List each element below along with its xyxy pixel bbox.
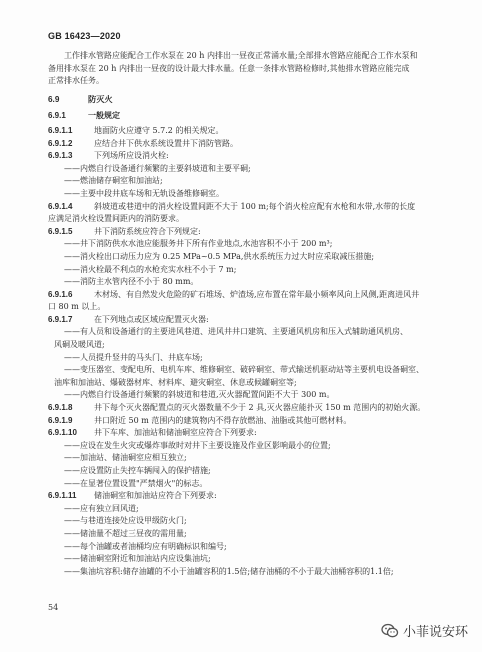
- clause-text: ——内燃自行设备通行频繁的主要斜坡道和主要平硐;: [64, 163, 251, 173]
- clause-text: ——燃油储存硐室和加油站;: [64, 176, 163, 186]
- clause-text: ——变压器室、变配电所、电机车库、维修硐室、破碎硐室、带式输送机驱动站等主要机电设备硐室、: [64, 365, 424, 375]
- clause-6-9-1: [48, 110, 448, 123]
- text-line: [48, 264, 448, 277]
- clause-text: ——在显著位置设置"严禁烟火"的标志。: [64, 478, 208, 488]
- text-line: [48, 389, 448, 402]
- watermark-text: 小菲说安环: [402, 625, 468, 640]
- clause-text: 正常排水任务。: [48, 76, 104, 86]
- clause-6-9-1-4: [48, 201, 448, 214]
- clause-6-9-1-8: [48, 402, 448, 415]
- clause-text: 备用排水泵在 20 h 内排出一昼夜的设计最大排水量。任意一条排水管路检修时,其他排水管路应能完成: [48, 63, 410, 73]
- clause-number: 6.9.1.2: [48, 138, 73, 148]
- text-line: [48, 188, 448, 201]
- clause-text: 井下每个灭火器配置点的灭火器数量不少于 2 具,灭火器应能扑灭 150 m 范围内的初始火源。: [94, 403, 426, 413]
- text-line: [48, 528, 448, 541]
- text-line: [48, 352, 448, 365]
- clause-number: 6.9.1.5: [48, 226, 73, 236]
- clause-number: 6.9.1.6: [48, 289, 73, 299]
- clause-6-9-1-3: [48, 150, 448, 163]
- clause-text: ——消火栓最不利点的水枪充实水柱不小于 7 m;: [64, 264, 237, 274]
- clause-text: ——每个油罐或者油桶均应有明确标识和编号;: [64, 541, 227, 551]
- clause-text: ——应设置防止失控车辆闯入的保护措施;: [64, 466, 211, 475]
- clause-6-9-1-5: [48, 226, 448, 239]
- text-line: [48, 251, 448, 264]
- clause-text: 在下列地点或区域应配置灭火器:: [94, 314, 209, 324]
- clause-text: 应结合井下供水系统设置井下消防管路。: [94, 138, 238, 148]
- clause-text: 口 80 m 以上。: [48, 302, 106, 312]
- text-line: [48, 75, 448, 88]
- text-line: [48, 339, 448, 352]
- clause-text: ——井下消防供水水池应能服务井下所有作业地点,水池容积不小于 200 m³;: [64, 239, 333, 249]
- clause-text: ——加油站、储油硐室应相互独立;: [64, 453, 187, 463]
- clause-number: 6.9.1.8: [48, 403, 73, 413]
- text-line: [48, 301, 448, 314]
- clause-6-9: [48, 94, 448, 107]
- clause-text: 油库和加油站、爆破器材库、材料库、避灾硐室、休息或候罐硐室等;: [54, 377, 297, 387]
- clause-6-9-1-1: [48, 125, 448, 138]
- clause-text: 下列场所应设消火栓:: [94, 151, 169, 161]
- clause-6-9-1-6: [48, 289, 448, 302]
- clause-text: 井下消防系统应符合下列规定:: [94, 226, 201, 236]
- text-line: [48, 377, 448, 390]
- clause-number: 6.9.1.11: [48, 491, 77, 501]
- clause-text: 储油硐室和加油站应符合下列要求:: [94, 491, 217, 501]
- clause-number: 6.9.1.7: [48, 314, 73, 324]
- clause-text: ——集油坑容积:储存油罐的不小于油罐容积的1.5倍;储存油桶的不小于最大油桶容积的1.1倍;: [64, 566, 394, 576]
- text-line: [48, 553, 448, 566]
- clause-text: 井口附近 50 m 范围内的建筑物内不得存放燃油、油脂或其他可燃材料。: [94, 415, 352, 425]
- text-line: [48, 175, 448, 188]
- text-line: [48, 326, 448, 339]
- clause-text: ——消火栓出口动压力应为 0.25 MPa~0.5 MPa,供水系统压力过大时应采取减压措施;: [64, 251, 375, 261]
- clause-text: 一般规定: [88, 111, 120, 121]
- text-line: [48, 163, 448, 176]
- clause-6-9-1-7: [48, 314, 448, 327]
- text-line: [48, 63, 448, 76]
- clause-text: ——储油硐室附近和加油站内应设集油坑;: [64, 554, 211, 564]
- clause-number: 6.9.1.10: [48, 428, 77, 438]
- standard-header: GB 16423—2020: [48, 31, 121, 41]
- text-line: [48, 364, 448, 377]
- clause-text: 防灭火: [88, 94, 113, 104]
- clause-text: 工作排水管路应能配合工作水泵在 20 h 内排出一昼夜正常涌水量;全部排水管路应能配合工作水泵和: [64, 51, 418, 60]
- text-line: [48, 515, 448, 528]
- clause-6-9-1-2: [48, 138, 448, 151]
- clause-text: ——主要中段井底车场和无轨设备维修硐室。: [64, 188, 224, 198]
- clause-text: ——与巷道连接处应设甲级防火门;: [64, 516, 187, 526]
- text-line: [48, 276, 448, 289]
- text-line: [48, 478, 448, 491]
- text-line: [48, 503, 448, 516]
- clause-6-9-1-11: [48, 490, 448, 503]
- clause-text: ——人员提升竖井的马头门、井底车场;: [64, 352, 203, 362]
- clause-text: ——内燃自行设备通行频繁的斜坡道和巷道,灭火器配置间距不大于 300 m。: [64, 390, 335, 400]
- page-number: 54: [48, 603, 59, 612]
- clause-number: 6.9.1: [48, 111, 66, 121]
- clause-text: ——储油量不超过三昼夜的需用量;: [64, 528, 187, 538]
- clause-text: ——消防主水管内径不小于 80 mm。: [64, 277, 199, 287]
- text-line: [48, 566, 448, 579]
- clause-6-9-1-10: [48, 427, 448, 440]
- text-line: [48, 452, 448, 465]
- clause-number: 6.9.1.9: [48, 415, 73, 425]
- text-line: [48, 440, 448, 453]
- clause-text: 斜坡道或巷道中的消火栓设置间距不大于 100 m;每个消火栓应配有水枪和水带,水带的长度: [94, 201, 416, 211]
- clause-text: 木材场、有自然发火危险的矿石堆场、炉渣场,应布置在常年最小频率风向上风侧,距离进风井: [94, 289, 420, 299]
- text-line: [48, 465, 448, 478]
- clause-text: 地面防火应遵守 5.7.2 的相关规定。: [94, 125, 224, 135]
- text-line: [48, 213, 448, 226]
- clause-text: 井下车库、加油站和储油硐室应符合下列要求:: [94, 428, 257, 438]
- clause-text: ——应有独立回风道;: [64, 503, 139, 513]
- text-line: [48, 541, 448, 554]
- clause-text: 应满足消火栓设置间距内的消防要求。: [48, 214, 184, 224]
- watermark: [381, 621, 468, 640]
- clause-text: ——有人员和设备通行的主要进风巷道、进风井井口建筑、主要通风机房和压入式辅助通风机房、: [64, 327, 408, 337]
- document-body: [48, 50, 448, 578]
- text-line: [48, 238, 448, 251]
- clause-number: 6.9.1.1: [48, 125, 73, 135]
- clause-text: ——应设在发生火灾或爆炸事故时对井下主要设施及作业区影响最小的位置;: [64, 440, 331, 450]
- clause-text: 风硐及暖风道;: [54, 340, 105, 350]
- clause-6-9-1-9: [48, 415, 448, 428]
- clause-number: 6.9.1.3: [48, 151, 73, 161]
- clause-number: 6.9: [48, 94, 60, 104]
- text-line: [48, 50, 448, 63]
- wechat-logo-icon: [381, 622, 399, 640]
- clause-number: 6.9.1.4: [48, 201, 73, 211]
